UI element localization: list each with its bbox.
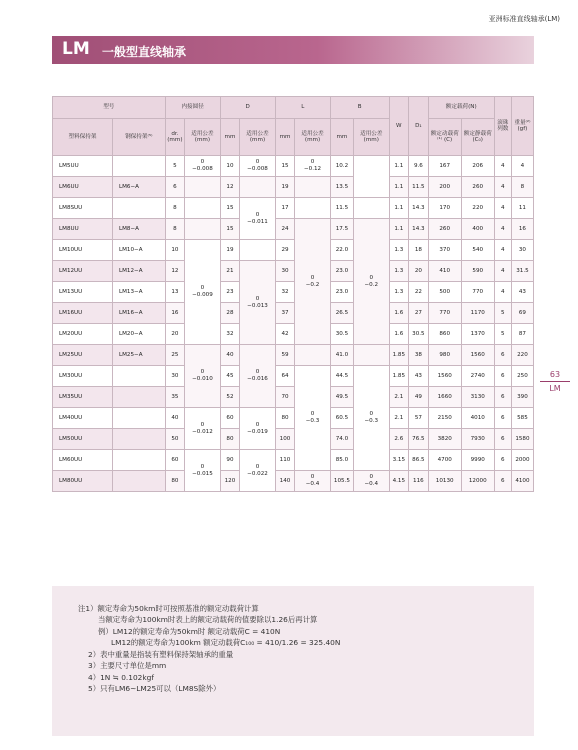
tolerance-value: 0 −0.2 — [305, 274, 320, 288]
spec-table — [52, 96, 534, 492]
tolerance-value: 0 −0.009 — [192, 285, 213, 298]
table-cell: 770 — [428, 303, 461, 324]
table-cell: 770 — [461, 282, 494, 303]
table-row — [53, 387, 534, 408]
table-cell: 60 — [165, 450, 185, 471]
table-row — [53, 240, 534, 261]
table-cell: 21 — [220, 261, 240, 282]
tolerance-cell — [354, 198, 389, 219]
h-D: D — [220, 97, 275, 119]
tolerance-value: 0 −0.12 — [303, 159, 322, 172]
table-cell: 22 — [409, 282, 429, 303]
table-cell: 10 — [165, 240, 185, 261]
table-cell: 3130 — [461, 387, 494, 408]
table-cell — [112, 198, 165, 219]
table-cell: 1660 — [428, 387, 461, 408]
table-cell: 10130 — [428, 471, 461, 492]
table-cell: 26.5 — [330, 303, 353, 324]
note-5: 5）只有LM6~LM25可以（LM8S除外） — [88, 684, 221, 693]
spec-table-body — [53, 156, 534, 492]
table-cell: 110 — [275, 450, 295, 471]
table-cell: 170 — [428, 198, 461, 219]
page-label: LM — [549, 384, 561, 393]
table-cell: 4 — [494, 261, 511, 282]
table-cell: 200 — [428, 177, 461, 198]
table-cell: 30 — [511, 240, 533, 261]
tolerance-cell — [295, 345, 330, 366]
h-rows: 滚珠列数 — [494, 97, 511, 156]
table-cell: 4100 — [511, 471, 533, 492]
table-row — [53, 366, 534, 387]
table-cell: 5 — [494, 324, 511, 345]
table-cell: 6 — [494, 408, 511, 429]
table-cell: 43 — [409, 366, 429, 387]
table-cell: 64 — [275, 366, 295, 387]
table-cell: 1.85 — [389, 366, 409, 387]
table-cell: 12000 — [461, 471, 494, 492]
table-cell: 260 — [428, 219, 461, 240]
tolerance-cell — [354, 219, 389, 345]
table-cell: 19 — [220, 240, 240, 261]
table-cell: 74.0 — [330, 429, 353, 450]
table-cell: 6 — [494, 450, 511, 471]
tolerance-cell — [185, 450, 221, 492]
table-cell: 31.5 — [511, 261, 533, 282]
table-row — [53, 408, 534, 429]
tolerance-cell — [185, 156, 221, 177]
table-cell: 45 — [220, 366, 240, 387]
table-cell — [112, 408, 165, 429]
table-cell: 43 — [511, 282, 533, 303]
tolerance-value: 0 −0.022 — [247, 463, 268, 477]
table-cell: 13 — [165, 282, 185, 303]
table-cell: 8 — [511, 177, 533, 198]
table-cell: 15 — [275, 156, 295, 177]
tolerance-cell — [185, 219, 221, 240]
table-cell: 32 — [220, 324, 240, 345]
table-cell: 30 — [165, 366, 185, 387]
table-cell: 18 — [409, 240, 429, 261]
table-cell: 1.6 — [389, 324, 409, 345]
table-cell: 4 — [494, 177, 511, 198]
h-mm-D: mm — [220, 119, 240, 156]
table-cell: 3.15 — [389, 450, 409, 471]
table-cell: 1.3 — [389, 240, 409, 261]
table-cell: 250 — [511, 366, 533, 387]
table-cell: 2740 — [461, 366, 494, 387]
h-load: 额定载荷(N) — [428, 97, 494, 119]
tolerance-value: 0 −0.008 — [247, 159, 268, 172]
tolerance-cell — [185, 240, 221, 345]
h-weight: 重量⁽²⁾ (gf) — [511, 97, 533, 156]
table-cell: 10 — [220, 156, 240, 177]
table-cell: 2150 — [428, 408, 461, 429]
table-cell: LM8−A — [112, 219, 165, 240]
table-cell: 5 — [165, 156, 185, 177]
table-cell — [112, 156, 165, 177]
table-cell: 49 — [409, 387, 429, 408]
table-cell: 86.5 — [409, 450, 429, 471]
table-cell: 2.1 — [389, 408, 409, 429]
tolerance-cell — [240, 156, 275, 177]
tolerance-cell — [295, 471, 330, 492]
table-cell: 590 — [461, 261, 494, 282]
h-tol-B: 适用公差 (mm) — [354, 119, 389, 156]
table-cell: 4 — [494, 282, 511, 303]
table-cell: 23 — [220, 282, 240, 303]
table-cell: 49.5 — [330, 387, 353, 408]
tolerance-cell — [240, 177, 275, 198]
table-cell: 70 — [275, 387, 295, 408]
table-cell: 2000 — [511, 450, 533, 471]
table-row — [53, 324, 534, 345]
tolerance-value: 0 −0.4 — [305, 474, 320, 487]
tolerance-cell — [354, 366, 389, 471]
banner-lm: LM — [62, 39, 90, 59]
table-cell: 8 — [165, 219, 185, 240]
table-cell: 980 — [428, 345, 461, 366]
table-cell: 206 — [461, 156, 494, 177]
table-cell: 80 — [275, 408, 295, 429]
tolerance-cell — [240, 408, 275, 450]
table-cell: 27 — [409, 303, 429, 324]
table-cell: 6 — [494, 366, 511, 387]
table-cell: 80 — [220, 429, 240, 450]
table-cell: 17.5 — [330, 219, 353, 240]
table-cell: 6 — [494, 345, 511, 366]
table-cell: 40 — [220, 345, 240, 366]
table-cell: LM10−A — [112, 240, 165, 261]
table-cell: LM12−A — [112, 261, 165, 282]
table-cell: LM8SUU — [53, 198, 113, 219]
table-cell: 16 — [165, 303, 185, 324]
table-cell: 220 — [461, 198, 494, 219]
tolerance-cell — [240, 198, 275, 240]
table-cell: 1.3 — [389, 282, 409, 303]
tolerance-cell — [354, 156, 389, 198]
note-2: 2）表中重量是指装有塑料保持架轴承的重量 — [88, 650, 234, 659]
table-cell — [112, 450, 165, 471]
table-cell: 30.5 — [330, 324, 353, 345]
table-row — [53, 156, 534, 177]
table-cell: 44.5 — [330, 366, 353, 387]
table-cell: 1560 — [461, 345, 494, 366]
table-cell: 60.5 — [330, 408, 353, 429]
tolerance-value: 0 −0.019 — [247, 421, 268, 435]
table-cell: 11.5 — [330, 198, 353, 219]
tolerance-cell — [295, 219, 330, 345]
h-C: 额定动载荷⁽¹⁾ (C) — [428, 119, 461, 156]
table-cell: 69 — [511, 303, 533, 324]
h-W: W — [389, 97, 409, 156]
table-cell: 10.2 — [330, 156, 353, 177]
table-cell: 29 — [275, 240, 295, 261]
h-tol-dr: 适用公差 (mm) — [185, 119, 221, 156]
tolerance-value: 0 −0.011 — [247, 211, 268, 225]
table-cell: 5 — [494, 303, 511, 324]
h-dr: dr. (mm) — [165, 119, 185, 156]
note-3: 3）主要尺寸单位是mm — [88, 661, 167, 670]
tolerance-cell — [295, 177, 330, 198]
tolerance-value: 0 −0.3 — [364, 411, 379, 424]
h-D1: D₁ — [409, 97, 429, 156]
table-cell: 90 — [220, 450, 240, 471]
table-cell: 52 — [220, 387, 240, 408]
tolerance-cell — [354, 471, 389, 492]
h-steel: 钢保持架⁽⁵⁾ — [112, 119, 165, 156]
table-cell: 4700 — [428, 450, 461, 471]
table-cell: 42 — [275, 324, 295, 345]
note-1c: 例）LM12的额定寿命为50km时 额定动载荷C = 410N — [98, 627, 281, 636]
table-cell: 4 — [494, 198, 511, 219]
table-cell: 57 — [409, 408, 429, 429]
table-cell: LM12UU — [53, 261, 113, 282]
table-cell: LM13UU — [53, 282, 113, 303]
table-cell: LM80UU — [53, 471, 113, 492]
table-cell: LM40UU — [53, 408, 113, 429]
table-cell: 2.6 — [389, 429, 409, 450]
tolerance-cell — [185, 198, 221, 219]
table-cell: 3820 — [428, 429, 461, 450]
section-title: 亚洲标准直线轴承(LM) — [488, 15, 560, 23]
tolerance-value: 0 −0.015 — [192, 463, 213, 477]
table-cell: 6 — [165, 177, 185, 198]
h-model: 型号 — [53, 97, 166, 119]
table-cell: LM30UU — [53, 366, 113, 387]
table-cell: 28 — [220, 303, 240, 324]
table-cell: 4.15 — [389, 471, 409, 492]
table-cell — [112, 429, 165, 450]
table-cell: 19 — [275, 177, 295, 198]
table-row — [53, 471, 534, 492]
table-cell: 38 — [409, 345, 429, 366]
h-inner: 内接圆径 — [165, 97, 220, 119]
table-cell: LM25−A — [112, 345, 165, 366]
table-cell: 20 — [165, 324, 185, 345]
table-cell: 540 — [461, 240, 494, 261]
table-cell: 23.0 — [330, 261, 353, 282]
table-cell: 7930 — [461, 429, 494, 450]
page-divider — [540, 381, 570, 382]
table-cell: 220 — [511, 345, 533, 366]
page-number: 63 — [549, 370, 561, 379]
h-mm-B: mm — [330, 119, 353, 156]
table-cell: 4 — [494, 219, 511, 240]
table-row — [53, 282, 534, 303]
table-cell: 2.1 — [389, 387, 409, 408]
h-plastic: 塑料保持架 — [53, 119, 113, 156]
table-row — [53, 450, 534, 471]
tolerance-value: 0 −0.2 — [364, 274, 379, 288]
h-mm-L: mm — [275, 119, 295, 156]
table-cell — [112, 471, 165, 492]
table-cell: 6 — [494, 387, 511, 408]
tolerance-cell — [354, 345, 389, 366]
table-cell: 35 — [165, 387, 185, 408]
table-cell: 400 — [461, 219, 494, 240]
table-cell: 11.5 — [409, 177, 429, 198]
note-1d: LM12的额定寿命为100km 额定动载荷C₁₀₀ = 410/1.26 = 325.40N — [111, 638, 341, 647]
tolerance-value: 0 −0.3 — [305, 411, 320, 424]
table-cell: 500 — [428, 282, 461, 303]
table-cell: 24 — [275, 219, 295, 240]
table-cell: LM13−A — [112, 282, 165, 303]
notes-box — [52, 586, 534, 736]
note-1b: 当额定寿命为100km时表上的额定动载荷的值要除以1.26后再计算 — [98, 615, 318, 624]
table-cell: 8 — [165, 198, 185, 219]
tolerance-cell — [295, 198, 330, 219]
table-cell: 1.1 — [389, 219, 409, 240]
table-row — [53, 429, 534, 450]
table-cell: 1.3 — [389, 261, 409, 282]
table-cell: 9990 — [461, 450, 494, 471]
table-cell: 167 — [428, 156, 461, 177]
h-tol-D: 适用公差 (mm) — [240, 119, 275, 156]
tolerance-cell — [240, 261, 275, 345]
table-row — [53, 303, 534, 324]
table-cell: 37 — [275, 303, 295, 324]
table-cell: LM16UU — [53, 303, 113, 324]
table-cell: 860 — [428, 324, 461, 345]
tolerance-cell — [185, 408, 221, 450]
table-cell: 23.0 — [330, 282, 353, 303]
table-cell: 370 — [428, 240, 461, 261]
table-cell: 1370 — [461, 324, 494, 345]
table-cell: 1170 — [461, 303, 494, 324]
title-banner — [52, 36, 534, 64]
table-cell — [112, 387, 165, 408]
tolerance-cell — [185, 177, 221, 198]
table-cell: 4 — [494, 156, 511, 177]
tolerance-cell — [295, 366, 330, 471]
table-cell: 260 — [461, 177, 494, 198]
tolerance-value: 0 −0.012 — [192, 421, 213, 435]
table-cell: 11 — [511, 198, 533, 219]
table-cell: 76.5 — [409, 429, 429, 450]
table-cell: 1.1 — [389, 177, 409, 198]
table-cell: 1.1 — [389, 198, 409, 219]
tolerance-value: 0 −0.016 — [247, 369, 268, 382]
tolerance-cell — [240, 240, 275, 261]
table-cell: 85.0 — [330, 450, 353, 471]
table-cell: LM16−A — [112, 303, 165, 324]
table-cell: LM20−A — [112, 324, 165, 345]
table-cell: 1.6 — [389, 303, 409, 324]
table-cell: 60 — [220, 408, 240, 429]
table-cell: 20 — [409, 261, 429, 282]
table-row — [53, 177, 534, 198]
table-cell: 105.5 — [330, 471, 353, 492]
table-cell: 50 — [165, 429, 185, 450]
table-cell: 1580 — [511, 429, 533, 450]
table-cell: 410 — [428, 261, 461, 282]
table-row — [53, 219, 534, 240]
table-cell: 87 — [511, 324, 533, 345]
tolerance-cell — [185, 345, 221, 408]
table-row — [53, 198, 534, 219]
table-cell: 116 — [409, 471, 429, 492]
table-cell: LM20UU — [53, 324, 113, 345]
table-cell: 120 — [220, 471, 240, 492]
table-cell: LM50UU — [53, 429, 113, 450]
tolerance-value: 0 −0.010 — [192, 369, 213, 382]
table-cell: 15 — [220, 219, 240, 240]
note-1: 注1）额定寿命为50km时可按照基准的额定动载荷计算 — [78, 604, 259, 613]
table-cell: 390 — [511, 387, 533, 408]
table-cell: 12 — [220, 177, 240, 198]
table-cell: 4 — [494, 240, 511, 261]
table-cell: LM6UU — [53, 177, 113, 198]
table-cell: 6 — [494, 471, 511, 492]
table-cell: 9.6 — [409, 156, 429, 177]
table-cell: 100 — [275, 429, 295, 450]
table-cell: 1.85 — [389, 345, 409, 366]
table-cell: 59 — [275, 345, 295, 366]
table-cell: 16 — [511, 219, 533, 240]
h-L: L — [275, 97, 330, 119]
tolerance-cell — [295, 156, 330, 177]
h-tol-L: 适用公差 (mm) — [295, 119, 330, 156]
table-cell: 15 — [220, 198, 240, 219]
table-cell — [112, 366, 165, 387]
table-cell: LM6−A — [112, 177, 165, 198]
table-cell: 30 — [275, 261, 295, 282]
tolerance-cell — [240, 345, 275, 408]
banner-title: 一般型直线轴承 — [102, 45, 187, 59]
table-cell: 6 — [494, 429, 511, 450]
page-number-block — [540, 370, 570, 393]
table-cell: 22.0 — [330, 240, 353, 261]
table-cell: 12 — [165, 261, 185, 282]
table-row — [53, 345, 534, 366]
table-cell: 585 — [511, 408, 533, 429]
table-cell: LM5UU — [53, 156, 113, 177]
table-row — [53, 261, 534, 282]
table-cell: 1.1 — [389, 156, 409, 177]
table-cell: LM35UU — [53, 387, 113, 408]
table-cell: 4010 — [461, 408, 494, 429]
table-cell: 14.3 — [409, 198, 429, 219]
table-cell: LM60UU — [53, 450, 113, 471]
tolerance-value: 0 −0.013 — [247, 295, 268, 309]
h-B: B — [330, 97, 389, 119]
table-cell: 17 — [275, 198, 295, 219]
table-cell: 4 — [511, 156, 533, 177]
h-C0: 额定静载荷 (C₀) — [461, 119, 494, 156]
table-cell: 30.5 — [409, 324, 429, 345]
table-cell: 32 — [275, 282, 295, 303]
table-cell: 41.0 — [330, 345, 353, 366]
table-cell: 40 — [165, 408, 185, 429]
table-cell: 1560 — [428, 366, 461, 387]
note-4: 4）1N ≒ 0.102kgf — [88, 673, 154, 682]
tolerance-cell — [240, 450, 275, 492]
table-cell: LM25UU — [53, 345, 113, 366]
table-cell: LM10UU — [53, 240, 113, 261]
table-cell: 13.5 — [330, 177, 353, 198]
table-cell: 140 — [275, 471, 295, 492]
table-cell: 80 — [165, 471, 185, 492]
table-cell: LM8UU — [53, 219, 113, 240]
tolerance-value: 0 −0.008 — [192, 159, 213, 172]
tolerance-value: 0 −0.4 — [364, 474, 379, 487]
table-cell: 25 — [165, 345, 185, 366]
table-cell: 14.3 — [409, 219, 429, 240]
